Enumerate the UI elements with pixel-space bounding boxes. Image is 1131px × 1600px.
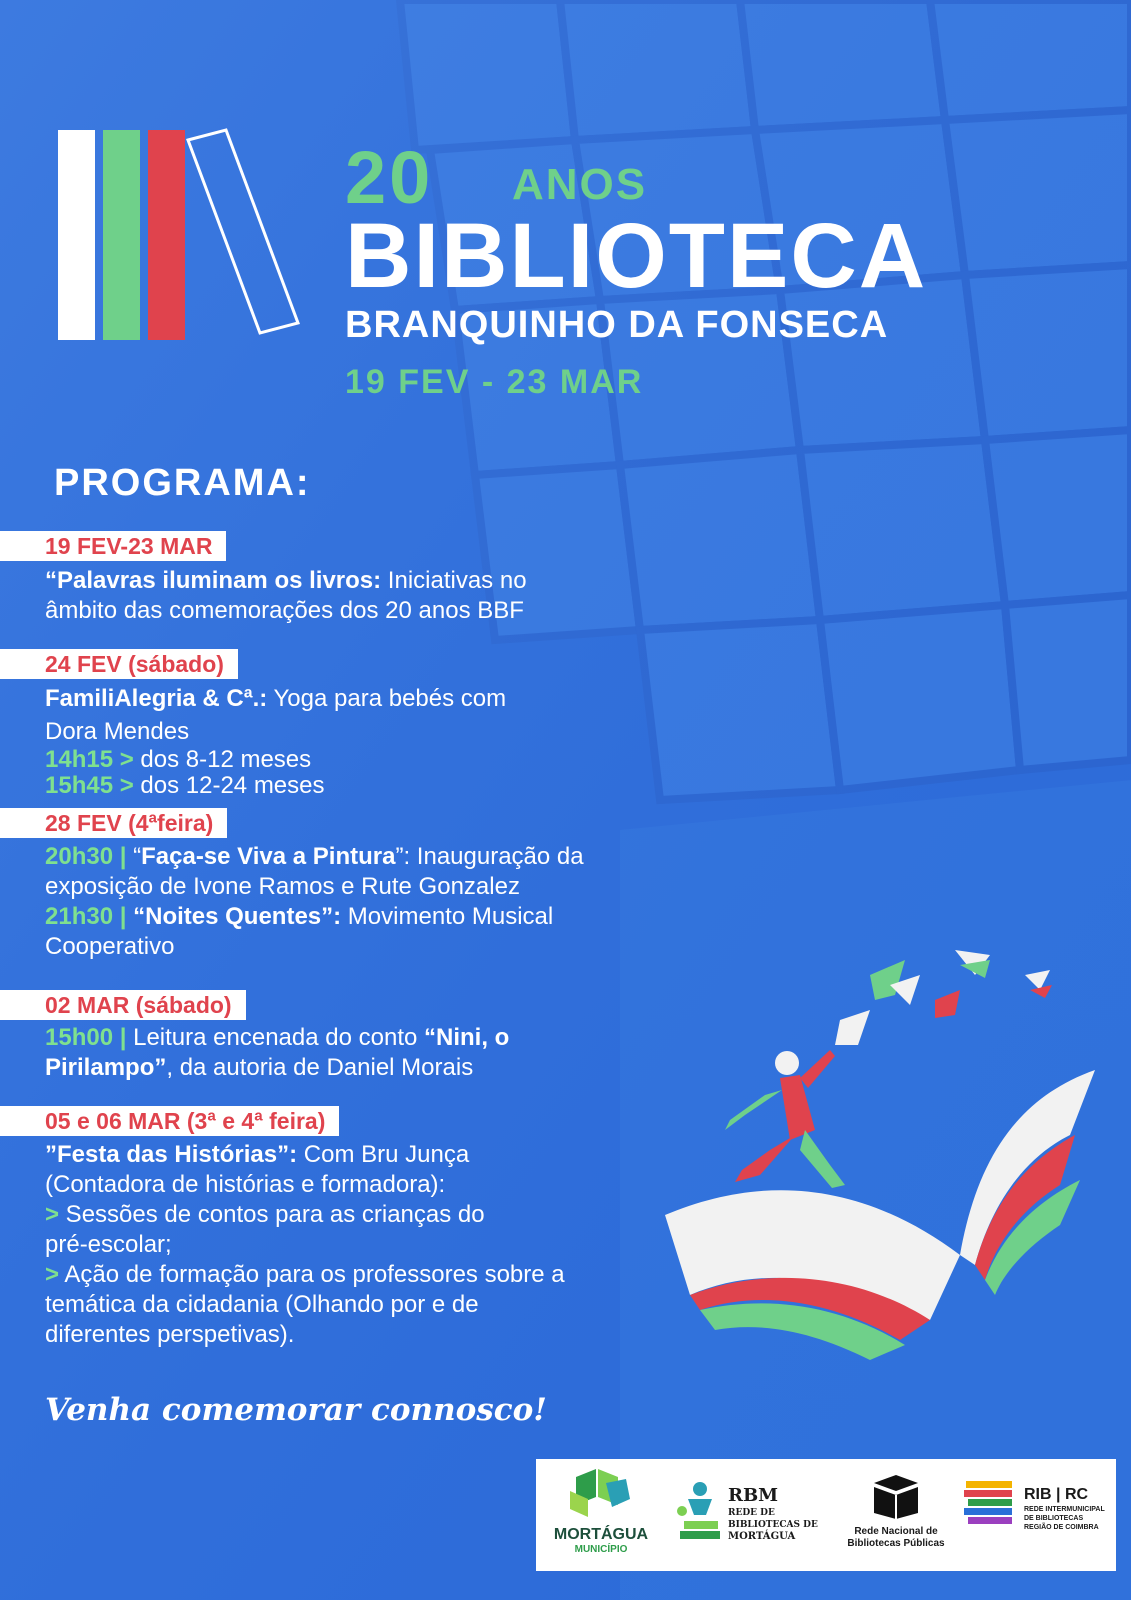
mortagua-name: MORTÁGUA	[553, 1526, 649, 1543]
rib-acronym: RIB	[1024, 1486, 1052, 1503]
mortagua-emblem-icon	[566, 1467, 636, 1521]
rbm-line-3: MORTÁGUA	[728, 1531, 796, 1542]
title-biblioteca: BIBLIOTECA	[345, 205, 928, 307]
rbm-line-2: BIBLIOTECAS DE	[728, 1520, 818, 1530]
event-description: “Palavras iluminam os livros: Iniciativas no âmbito das comemorações dos 20 anos BBF	[45, 567, 527, 624]
mortagua-logo	[546, 1459, 656, 1571]
call-to-action: Venha comemorar connosco!	[45, 1392, 547, 1428]
rbm-logo	[666, 1459, 826, 1571]
rbm-acronym: RBM	[728, 1485, 779, 1506]
event-date-tag: 05 e 06 MAR (3ª e 4ª feira)	[0, 1106, 339, 1136]
title-years: 20	[345, 136, 434, 219]
rib-line-1: REDE INTERMUNICIPAL	[1024, 1506, 1105, 1513]
municipio-label: MUNICÍPIO	[574, 1544, 628, 1555]
event-date-tag: 28 FEV (4ªfeira)	[0, 808, 227, 838]
event-description: ”Festa das Histórias”: Com Bru Junça (Contadora de histórias e formadora): > Sessões de contos para as crianças do pré-escolar; > Ação de formação para os professores sobre a temática da cidadania (Olhando por e de diferentes perspetivas).	[45, 1141, 565, 1348]
rbm-line-1: REDE DE	[728, 1508, 775, 1518]
event-description: FamiliAlegria & Cª.: Yoga para bebés com Dora Mendes 14h15 > dos 8-12 meses 15h45 > dos 12-24 meses	[45, 685, 507, 799]
event-date-tag: 24 FEV (sábado)	[0, 649, 238, 679]
event-date-tag: 19 FEV-23 MAR	[0, 531, 226, 561]
title-anos: ANOS	[512, 160, 648, 209]
rnbp-line-1: Rede Nacional de	[854, 1526, 938, 1537]
rnbp-line-2: Bibliotecas Públicas	[847, 1538, 945, 1549]
library-logo-bars	[56, 128, 306, 343]
rnbp-logo	[836, 1459, 956, 1571]
event-description: 15h00 | Leitura encenada do conto “Nini, o Pirilampo”, da autoria de Daniel Morais	[45, 1024, 510, 1081]
open-book-icon	[870, 1473, 922, 1521]
sponsor-footer	[536, 1459, 1116, 1571]
rib-rc-logo: RIB | RC REDE INTERMUNICIPAL DE BIBLIOTECAS REGIÃO DE COIMBRA	[956, 1459, 1116, 1571]
programa-heading: PROGRAMA:	[54, 462, 311, 504]
rc-acronym: RC	[1064, 1486, 1089, 1503]
title-dates: 19 FEV - 23 MAR	[345, 363, 644, 401]
event-date-tag: 02 MAR (sábado)	[0, 990, 246, 1020]
rib-line-3: REGIÃO DE COIMBRA	[1024, 1524, 1099, 1531]
rib-line-2: DE BIBLIOTECAS	[1024, 1515, 1084, 1522]
event-description: 20h30 | “Faça-se Viva a Pintura”: Inauguração da exposição de Ivone Ramos e Rute Gonzalez 21h30 | “Noites Quentes”: Movimento Musical Cooperativo	[45, 843, 584, 960]
stacked-books-icon	[962, 1479, 1016, 1533]
reading-figure-icon	[670, 1481, 730, 1551]
title-library-name: BRANQUINHO DA FONSECA	[345, 304, 889, 346]
